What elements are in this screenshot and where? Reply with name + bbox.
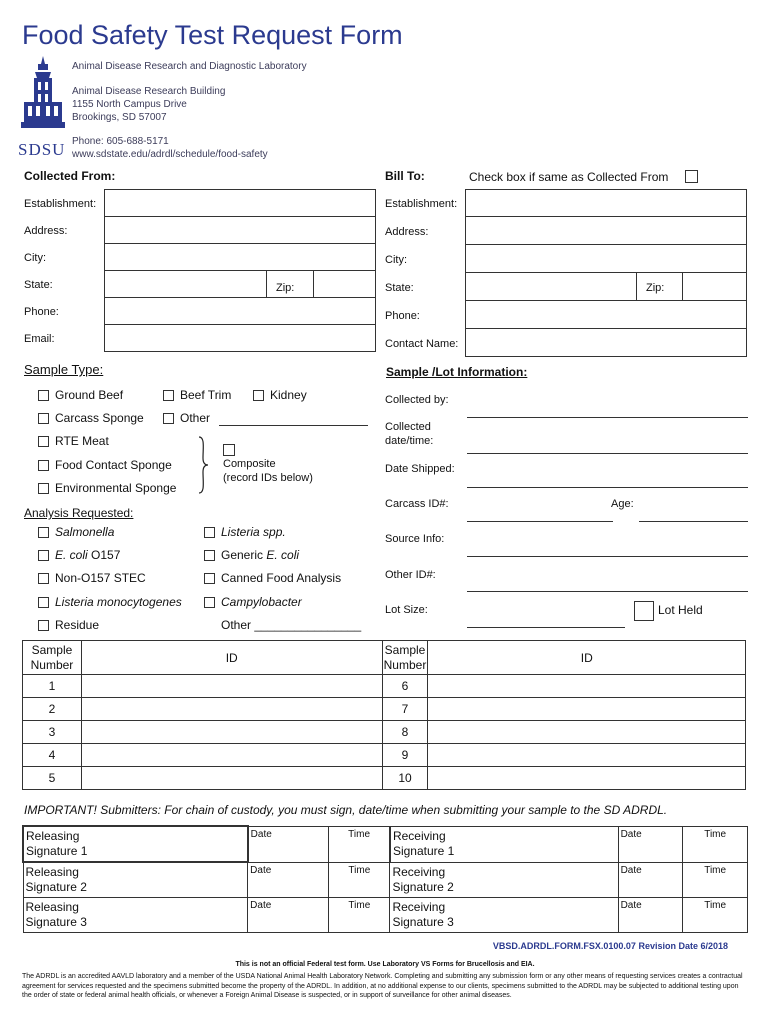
cf-state-label: State: xyxy=(24,279,53,291)
receiving-signature-1[interactable]: Receiving Signature 1 xyxy=(390,826,618,862)
sample-id-cell[interactable] xyxy=(81,721,382,744)
beef-trim-checkbox[interactable] xyxy=(163,390,174,401)
bt-contact-label: Contact Name: xyxy=(385,338,459,350)
lab-phone: Phone: 605-688-5171 xyxy=(72,136,169,147)
composite-label: Composite xyxy=(223,458,276,470)
ground-beef-label: Ground Beef xyxy=(55,388,124,402)
lot-held-checkbox[interactable] xyxy=(634,601,654,621)
collected-from-heading: Collected From: xyxy=(24,169,116,183)
releasing-date-1[interactable]: Date xyxy=(248,826,329,862)
table-row xyxy=(23,721,746,744)
bt-contact-input[interactable] xyxy=(465,328,747,357)
rte-meat-checkbox[interactable] xyxy=(38,436,49,447)
sdsu-logo-text: SDSU xyxy=(18,140,66,159)
id-header-left: ID xyxy=(81,641,382,675)
table-row xyxy=(23,698,746,721)
bt-establishment-input[interactable] xyxy=(465,189,747,217)
bt-state-label: State: xyxy=(385,282,414,294)
campanile-logo-icon xyxy=(18,54,68,142)
sample-other-checkbox[interactable] xyxy=(163,413,174,424)
id-header-right: ID xyxy=(428,641,746,675)
lab-building: Animal Disease Research Building xyxy=(72,86,226,97)
releasing-date-3[interactable]: Date xyxy=(248,898,329,933)
other-id-label: Other ID#: xyxy=(385,569,436,581)
ground-beef-checkbox[interactable] xyxy=(38,390,49,401)
legal-text: The ADRDL is an accredited AAVLD laboratory and a member of the USDA National Animal Health Laboratory Network. Completing and submitting any submission form or any other means of requesting services creates a contractual agreement for services requested and the specimens submitted become the property of the ADRDL. In addition, at no additional expense to our clients, specimens submitted to the ADRDL may be subjected to additional testing upon the order of state or federal animal health officials, or whenever a Foreign Animal Disease is suspected, or in support of surveillance for other animal diseases. xyxy=(22,973,743,999)
residue-label: Residue xyxy=(55,618,100,632)
signature-table xyxy=(22,825,748,933)
important-notice: IMPORTANT! Submitters: For chain of custody, you must sign, date/time when submitting your sample to the SD ADRDL. xyxy=(24,803,668,817)
cf-email-input[interactable] xyxy=(104,324,376,352)
receiving-time-1[interactable]: Time xyxy=(683,826,748,862)
same-as-label: Check box if same as Collected From xyxy=(469,170,669,184)
releasing-time-2[interactable]: Time xyxy=(329,862,390,898)
lab-website[interactable]: www.sdstate.edu/adrdl/schedule/food-safety xyxy=(72,149,268,160)
lab-street: 1155 North Campus Drive xyxy=(72,99,187,110)
campylobacter-label: Campylobacter xyxy=(221,595,302,609)
sample-id-cell[interactable] xyxy=(81,698,382,721)
cf-email-label: Email: xyxy=(24,333,55,345)
beef-trim-label: Beef Trim xyxy=(180,388,232,402)
lot-size-line[interactable] xyxy=(467,627,625,628)
receiving-date-1[interactable]: Date xyxy=(618,826,683,862)
generic-ecoli-checkbox[interactable] xyxy=(204,550,215,561)
collected-by-line[interactable] xyxy=(467,417,748,418)
cf-city-label: City: xyxy=(24,252,46,264)
sample-number: 3 xyxy=(23,721,82,744)
sample-other-line[interactable] xyxy=(219,425,368,426)
cf-city-input[interactable] xyxy=(104,243,376,271)
collected-date-line[interactable] xyxy=(467,453,748,454)
salmonella-label: Salmonella xyxy=(55,525,115,539)
releasing-date-2[interactable]: Date xyxy=(248,862,329,898)
analysis-other-field[interactable]: Other ________________ xyxy=(221,618,362,632)
food-contact-label: Food Contact Sponge xyxy=(55,458,172,472)
food-contact-checkbox[interactable] xyxy=(38,460,49,471)
listeria-spp-checkbox[interactable] xyxy=(204,527,215,538)
collected-date-label-1: Collected xyxy=(385,421,431,433)
bt-address-input[interactable] xyxy=(465,216,747,245)
sample-number: 8 xyxy=(382,721,428,744)
bt-address-label: Address: xyxy=(385,226,429,238)
sample-number-header-left: Sample Number xyxy=(23,641,82,675)
sample-number: 1 xyxy=(23,675,82,698)
date-shipped-line[interactable] xyxy=(467,487,748,488)
releasing-time-1[interactable]: Time xyxy=(329,826,390,862)
sample-id-cell[interactable] xyxy=(81,744,382,767)
lab-city: Brookings, SD 57007 xyxy=(72,112,167,123)
cf-phone-label: Phone: xyxy=(24,306,59,318)
environmental-checkbox[interactable] xyxy=(38,483,49,494)
lot-info-heading: Sample /Lot Information: xyxy=(386,365,528,379)
receiving-time-3[interactable]: Time xyxy=(683,898,748,933)
sample-number: 2 xyxy=(23,698,82,721)
cf-establishment-input[interactable] xyxy=(104,189,376,217)
ecoli-o157-checkbox[interactable] xyxy=(38,550,49,561)
sample-number: 6 xyxy=(382,675,428,698)
lot-size-label: Lot Size: xyxy=(385,604,428,616)
releasing-signature-3[interactable]: Releasing Signature 3 xyxy=(23,898,248,933)
releasing-signature-2[interactable]: Releasing Signature 2 xyxy=(23,862,248,898)
bt-zip-input[interactable] xyxy=(682,272,747,301)
date-shipped-label: Date Shipped: xyxy=(385,463,455,475)
same-as-checkbox[interactable] xyxy=(685,170,698,183)
sample-other-label: Other xyxy=(180,411,211,425)
revision-code: VBSD.ADRDL.FORM.FSX.0100.07 Revision Date 6/2018 xyxy=(492,941,728,951)
releasing-signature-1[interactable]: Releasing Signature 1 xyxy=(23,826,248,862)
listeria-mono-checkbox[interactable] xyxy=(38,597,49,608)
sample-type-heading: Sample Type: xyxy=(24,362,104,377)
non-o157-label: Non-O157 STEC xyxy=(55,571,146,585)
sample-id-cell[interactable] xyxy=(428,675,746,698)
sample-id-cell[interactable] xyxy=(428,744,746,767)
listeria-spp-label: Listeria spp. xyxy=(221,525,286,539)
age-label: Age: xyxy=(611,498,634,510)
campylobacter-checkbox[interactable] xyxy=(204,597,215,608)
composite-brace-icon xyxy=(196,436,210,494)
generic-ecoli-label: Generic E. coli xyxy=(221,548,300,562)
collected-date-label-2: date/time: xyxy=(385,435,434,447)
kidney-label: Kidney xyxy=(270,388,307,402)
receiving-date-3[interactable]: Date xyxy=(618,898,683,933)
bill-to-heading: Bill To: xyxy=(385,169,425,183)
analysis-heading: Analysis Requested: xyxy=(24,506,134,520)
composite-checkbox[interactable] xyxy=(223,444,235,456)
sample-number-header-right: Sample Number xyxy=(382,641,428,675)
sample-number: 4 xyxy=(23,744,82,767)
bt-establishment-label: Establishment: xyxy=(385,198,458,210)
canned-food-label: Canned Food Analysis xyxy=(221,571,342,585)
bt-zip-label: Zip: xyxy=(646,282,665,294)
cf-address-input[interactable] xyxy=(104,216,376,244)
bt-phone-label: Phone: xyxy=(385,310,420,322)
cf-zip-input[interactable] xyxy=(313,270,376,298)
rte-meat-label: RTE Meat xyxy=(55,434,109,448)
age-line[interactable] xyxy=(639,521,748,522)
receiving-signature-3[interactable]: Receiving Signature 3 xyxy=(390,898,618,933)
source-info-line[interactable] xyxy=(467,556,748,557)
lot-held-label: Lot Held xyxy=(658,603,703,617)
carcass-id-line[interactable] xyxy=(467,521,613,522)
cf-address-label: Address: xyxy=(24,225,68,237)
cf-establishment-label: Establishment: xyxy=(24,198,97,210)
table-row xyxy=(23,744,746,767)
form-title: Food Safety Test Request Form xyxy=(22,20,403,50)
lab-name: Animal Disease Research and Diagnostic Laboratory xyxy=(72,61,307,72)
cf-zip-label: Zip: xyxy=(276,282,295,294)
receiving-date-2[interactable]: Date xyxy=(618,862,683,898)
kidney-checkbox[interactable] xyxy=(253,390,264,401)
releasing-time-3[interactable]: Time xyxy=(329,898,390,933)
canned-food-checkbox[interactable] xyxy=(204,573,215,584)
salmonella-checkbox[interactable] xyxy=(38,527,49,538)
bt-city-input[interactable] xyxy=(465,244,747,273)
bt-phone-input[interactable] xyxy=(465,300,747,329)
carcass-sponge-label: Carcass Sponge xyxy=(55,411,144,425)
receiving-time-2[interactable]: Time xyxy=(683,862,748,898)
bt-state-input[interactable] xyxy=(465,272,637,301)
federal-notice: This is not an official Federal test form. Use Laboratory VS Forms for Brucellosis and EIA. xyxy=(235,961,535,968)
ecoli-o157-label: E. coli O157 xyxy=(55,548,121,562)
composite-note: (record IDs below) xyxy=(223,472,313,484)
source-info-label: Source Info: xyxy=(385,533,445,545)
carcass-sponge-checkbox[interactable] xyxy=(38,413,49,424)
receiving-signature-2[interactable]: Receiving Signature 2 xyxy=(390,862,618,898)
table-row xyxy=(23,767,746,790)
listeria-mono-label: Listeria monocytogenes xyxy=(55,595,182,609)
collected-by-label: Collected by: xyxy=(385,394,449,406)
table-row xyxy=(23,675,746,698)
other-id-line[interactable] xyxy=(467,591,748,592)
carcass-id-label: Carcass ID#: xyxy=(385,498,449,510)
sample-id-cell[interactable] xyxy=(428,698,746,721)
sample-number: 10 xyxy=(382,767,428,790)
environmental-label: Environmental Sponge xyxy=(55,481,177,495)
non-o157-checkbox[interactable] xyxy=(38,573,49,584)
sample-id-cell[interactable] xyxy=(428,721,746,744)
sample-number: 9 xyxy=(382,744,428,767)
bt-city-label: City: xyxy=(385,254,407,266)
sample-id-cell[interactable] xyxy=(81,675,382,698)
cf-state-input[interactable] xyxy=(104,270,267,298)
cf-phone-input[interactable] xyxy=(104,297,376,325)
sample-number: 5 xyxy=(23,767,82,790)
sample-id-table xyxy=(22,640,746,790)
sample-id-cell[interactable] xyxy=(428,767,746,790)
sample-number: 7 xyxy=(382,698,428,721)
sample-id-cell[interactable] xyxy=(81,767,382,790)
residue-checkbox[interactable] xyxy=(38,620,49,631)
